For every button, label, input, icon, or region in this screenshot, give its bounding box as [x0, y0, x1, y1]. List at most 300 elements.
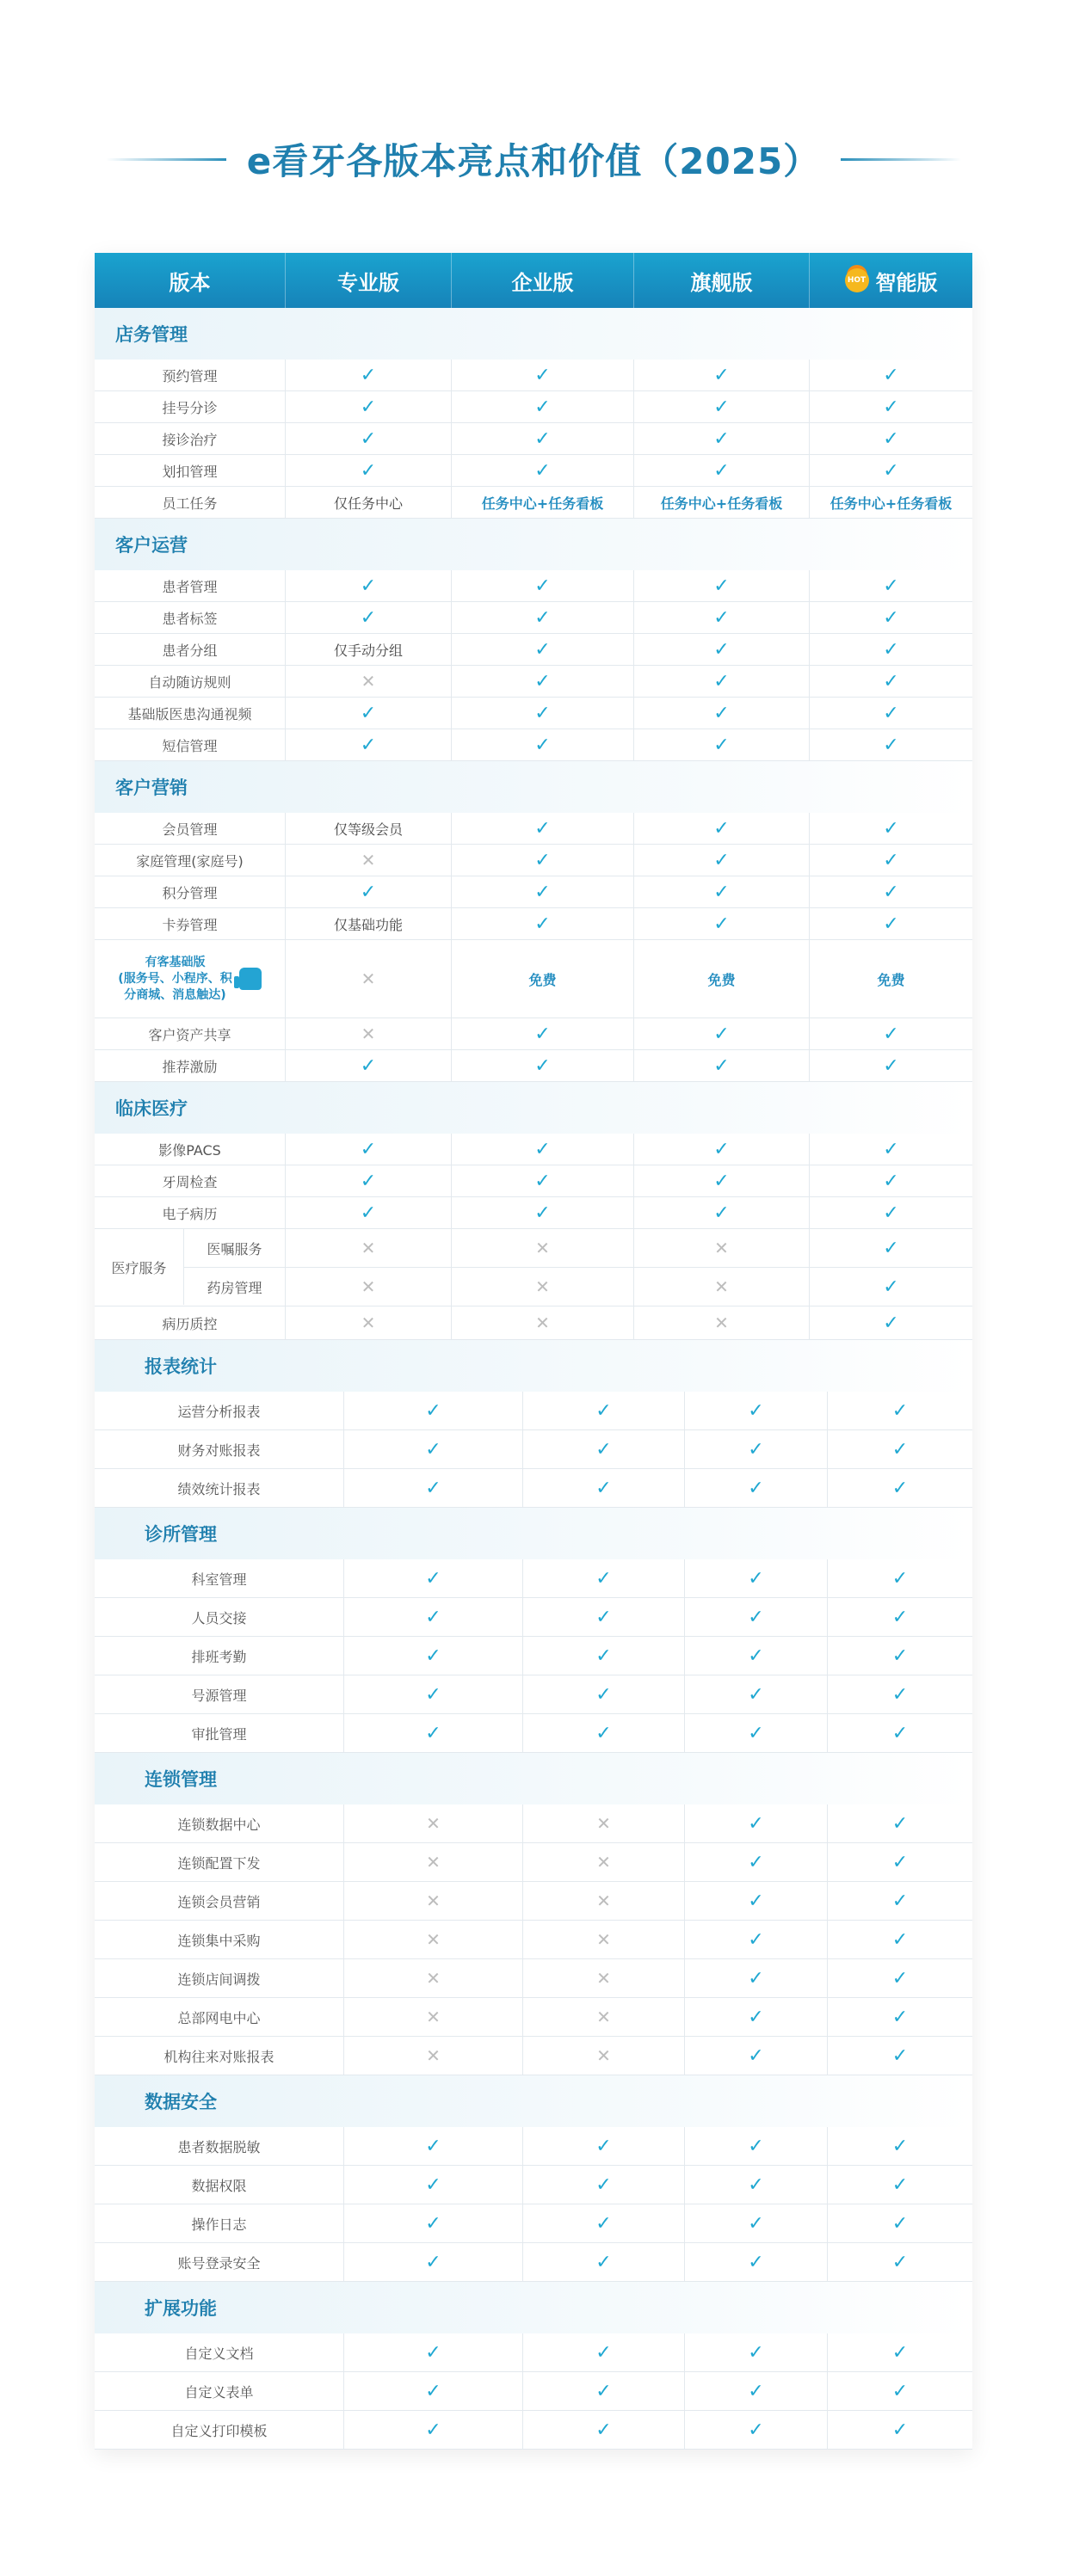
value-cell [810, 940, 972, 1017]
check-icon: ✓ [891, 1851, 909, 1873]
table-row [95, 2037, 972, 2075]
value-cell [810, 698, 972, 729]
value-cell [286, 876, 452, 907]
cross-icon: ✕ [361, 671, 376, 692]
check-icon: ✓ [748, 2044, 764, 2067]
check-icon: ✓ [360, 1170, 377, 1192]
value-cell [452, 1050, 634, 1081]
value-cell [685, 1559, 828, 1597]
check-icon: ✓ [534, 396, 551, 418]
value-cell [452, 360, 634, 390]
value-text: 仅任务中心 [333, 495, 403, 512]
feature-label: 自动随访规则 [95, 666, 286, 697]
feature-label: 人员交接 [95, 1598, 344, 1636]
feature-label: 电子病历 [95, 1197, 286, 1228]
check-icon: ✓ [713, 817, 730, 839]
check-icon: ✓ [534, 670, 551, 692]
table-row [95, 1714, 972, 1753]
feature-label: 牙周检查 [95, 1165, 286, 1196]
check-icon: ✓ [534, 1023, 551, 1045]
check-icon: ✓ [883, 427, 899, 450]
check-icon: ✓ [713, 575, 730, 597]
value-cell [685, 1998, 828, 2036]
value-cell [828, 1637, 972, 1675]
value-cell [286, 455, 452, 486]
check-icon: ✓ [883, 1170, 899, 1192]
value-cell [810, 423, 972, 454]
value-cell [810, 1134, 972, 1165]
check-icon: ✓ [713, 670, 730, 692]
value-cell [344, 1392, 523, 1429]
check-icon: ✓ [883, 459, 899, 482]
value-text: 仅手动分组 [333, 642, 403, 659]
check-icon: ✓ [713, 427, 730, 450]
check-icon: ✓ [360, 575, 377, 597]
value-cell [452, 487, 634, 518]
feature-label: 数据权限 [95, 2166, 344, 2204]
value-cell [828, 1959, 972, 1997]
check-icon: ✓ [883, 817, 899, 839]
value-cell [286, 1197, 452, 1228]
value-text: 仅等级会员 [333, 821, 403, 838]
value-cell [828, 2243, 972, 2281]
check-icon: ✓ [748, 1477, 764, 1499]
value-cell [344, 1637, 523, 1675]
table-row [95, 813, 972, 845]
value-cell [634, 1134, 810, 1165]
thumbs-up-icon [239, 968, 262, 990]
table-row [95, 666, 972, 698]
check-icon: ✓ [883, 702, 899, 724]
table-row [95, 1197, 972, 1229]
check-icon: ✓ [891, 1928, 909, 1951]
value-cell [828, 2037, 972, 2075]
check-icon: ✓ [595, 2251, 612, 2273]
value-cell [828, 2166, 972, 2204]
check-icon: ✓ [891, 2212, 909, 2235]
table-row [95, 634, 972, 666]
cross-icon: ✕ [596, 1852, 611, 1872]
check-icon: ✓ [748, 2173, 764, 2196]
value-cell [634, 391, 810, 422]
value-cell [344, 1959, 523, 1997]
table-row [95, 1843, 972, 1882]
value-cell [523, 2411, 685, 2449]
value-cell [685, 1921, 828, 1958]
table-row [95, 1050, 972, 1082]
table-row [95, 423, 972, 455]
value-cell [828, 1804, 972, 1842]
check-icon: ✓ [713, 1023, 730, 1045]
table-row [95, 2204, 972, 2243]
check-icon: ✓ [748, 1722, 764, 1744]
feature-label-text: 有客基础版 (服务号、小程序、积 分商城、消息触达) [118, 955, 232, 1002]
value-cell [685, 1959, 828, 1997]
check-icon: ✓ [883, 913, 899, 935]
table-row [95, 1469, 972, 1508]
check-icon: ✓ [425, 1722, 441, 1744]
feature-label: 审批管理 [95, 1714, 344, 1752]
cross-icon: ✕ [535, 1238, 550, 1258]
check-icon: ✓ [595, 2173, 612, 2196]
table-row [95, 1306, 972, 1340]
table-header [95, 253, 972, 308]
check-icon: ✓ [595, 1683, 612, 1706]
hot-badge-icon: HOT [845, 268, 869, 292]
table-row [184, 1268, 972, 1306]
value-cell [634, 602, 810, 633]
check-icon: ✓ [713, 913, 730, 935]
check-icon: ✓ [713, 734, 730, 756]
value-cell [634, 634, 810, 665]
check-icon: ✓ [748, 2341, 764, 2364]
page-title: e看牙各版本亮点和价值（2025） [246, 140, 821, 182]
section-header: 客户营销 [95, 761, 972, 813]
feature-label: 卡券管理 [95, 908, 286, 939]
check-icon: ✓ [883, 1312, 899, 1334]
feature-label: 患者标签 [95, 602, 286, 633]
value-cell [685, 2166, 828, 2204]
check-icon: ✓ [748, 1399, 764, 1422]
feature-label: 病历质控 [95, 1306, 286, 1339]
value-cell [286, 1306, 452, 1339]
medical-service-rows [184, 1229, 972, 1306]
check-icon: ✓ [748, 2380, 764, 2402]
feature-label: 患者数据脱敏 [95, 2127, 344, 2165]
value-cell [828, 1598, 972, 1636]
check-icon: ✓ [534, 427, 551, 450]
cross-icon: ✕ [361, 1276, 376, 1297]
value-cell [452, 1134, 634, 1165]
check-icon: ✓ [748, 1812, 764, 1835]
check-icon: ✓ [534, 817, 551, 839]
cross-icon: ✕ [714, 1313, 729, 1333]
value-cell [523, 2127, 685, 2165]
value-cell [828, 1469, 972, 1507]
comparison-table [95, 253, 972, 2450]
cross-icon: ✕ [361, 1313, 376, 1333]
value-cell [523, 1959, 685, 1997]
check-icon: ✓ [425, 1477, 441, 1499]
value-cell [523, 1998, 685, 2036]
check-icon: ✓ [883, 1054, 899, 1077]
section-header: 数据安全 [95, 2075, 972, 2127]
value-cell [452, 813, 634, 844]
feature-label: 影像PACS [95, 1134, 286, 1165]
value-cell [828, 1559, 972, 1597]
cross-icon: ✕ [426, 1929, 441, 1950]
value-cell [810, 487, 972, 518]
check-icon: ✓ [883, 638, 899, 661]
check-icon: ✓ [713, 702, 730, 724]
value-cell [452, 1268, 634, 1306]
table-row [95, 2411, 972, 2450]
page-title-wrap [0, 129, 1067, 189]
table-row [95, 360, 972, 391]
check-icon: ✓ [891, 1477, 909, 1499]
value-cell [810, 602, 972, 633]
value-cell [523, 1469, 685, 1507]
check-icon: ✓ [425, 1645, 441, 1667]
feature-label: 连锁会员营销 [95, 1882, 344, 1920]
value-cell [685, 1714, 828, 1752]
table-row [95, 1804, 972, 1843]
value-cell [685, 1882, 828, 1920]
check-icon: ✓ [360, 734, 377, 756]
table-row [95, 1959, 972, 1998]
table-row [95, 908, 972, 940]
check-icon: ✓ [534, 606, 551, 629]
value-cell [286, 1229, 452, 1267]
table-row [95, 2127, 972, 2166]
check-icon: ✓ [891, 1812, 909, 1835]
value-cell [634, 360, 810, 390]
table-row [95, 570, 972, 602]
value-cell [685, 1637, 828, 1675]
table-row [95, 1637, 972, 1675]
check-icon: ✓ [360, 606, 377, 629]
value-cell [810, 1197, 972, 1228]
check-icon: ✓ [425, 2212, 441, 2235]
check-icon: ✓ [748, 1438, 764, 1460]
value-cell [810, 845, 972, 876]
table-row [95, 698, 972, 729]
check-icon: ✓ [425, 2419, 441, 2441]
check-icon: ✓ [748, 2419, 764, 2441]
feature-label: 连锁店间调拨 [95, 1959, 344, 1997]
value-cell [452, 1165, 634, 1196]
value-text: 免费 [877, 971, 905, 988]
value-cell [523, 1921, 685, 1958]
table-row [95, 1882, 972, 1921]
feature-label: 推荐激励 [95, 1050, 286, 1081]
value-cell [344, 1675, 523, 1713]
section-header: 连锁管理 [95, 1753, 972, 1804]
value-cell [634, 908, 810, 939]
check-icon: ✓ [748, 1890, 764, 1912]
table-row [95, 1134, 972, 1165]
feature-label: 客户资产共享 [95, 1018, 286, 1049]
check-icon: ✓ [713, 1138, 730, 1160]
value-cell [634, 876, 810, 907]
check-icon: ✓ [883, 1023, 899, 1045]
check-icon: ✓ [891, 2419, 909, 2441]
check-icon: ✓ [425, 1683, 441, 1706]
section-header: 诊所管理 [95, 1508, 972, 1559]
check-icon: ✓ [891, 1890, 909, 1912]
value-cell [452, 845, 634, 876]
table-row [95, 1392, 972, 1430]
check-icon: ✓ [595, 2212, 612, 2235]
cross-icon: ✕ [535, 1313, 550, 1333]
check-icon: ✓ [891, 2173, 909, 2196]
check-icon: ✓ [360, 364, 377, 386]
check-icon: ✓ [883, 364, 899, 386]
check-icon: ✓ [891, 2251, 909, 2273]
check-icon: ✓ [360, 427, 377, 450]
cross-icon: ✕ [426, 1852, 441, 1872]
check-icon: ✓ [748, 1683, 764, 1706]
check-icon: ✓ [360, 702, 377, 724]
table-row [95, 845, 972, 876]
feature-label: 短信管理 [95, 729, 286, 760]
table-row [95, 2243, 972, 2282]
table-row [95, 2333, 972, 2372]
check-icon: ✓ [891, 1967, 909, 1989]
check-icon: ✓ [595, 2380, 612, 2402]
value-cell [452, 423, 634, 454]
section-header: 临床医疗 [95, 1082, 972, 1134]
value-cell [634, 455, 810, 486]
check-icon: ✓ [534, 575, 551, 597]
check-icon: ✓ [883, 670, 899, 692]
check-icon: ✓ [595, 1606, 612, 1628]
value-cell [810, 360, 972, 390]
value-cell [523, 2333, 685, 2371]
feature-label: 号源管理 [95, 1675, 344, 1713]
value-cell [452, 698, 634, 729]
value-cell [344, 1598, 523, 1636]
check-icon: ✓ [713, 364, 730, 386]
table-row [95, 1430, 972, 1469]
feature-label: 自定义打印模板 [95, 2411, 344, 2449]
value-cell [286, 908, 452, 939]
check-icon: ✓ [595, 1477, 612, 1499]
value-cell [685, 1843, 828, 1881]
table-body-upper [95, 308, 972, 1340]
check-icon: ✓ [891, 2006, 909, 2028]
value-cell [828, 2333, 972, 2371]
medical-service-label: 医疗服务 [95, 1229, 184, 1305]
value-cell [685, 1804, 828, 1842]
header-professional: 专业版 [286, 253, 452, 308]
feature-label: 划扣管理 [95, 455, 286, 486]
value-cell [344, 2037, 523, 2075]
table-row [95, 602, 972, 634]
check-icon: ✓ [748, 1928, 764, 1951]
check-icon: ✓ [883, 734, 899, 756]
table-row [95, 1921, 972, 1959]
value-cell [685, 1598, 828, 1636]
feature-label: 药房管理 [184, 1268, 286, 1306]
check-icon: ✓ [425, 2341, 441, 2364]
value-cell [286, 570, 452, 601]
value-cell [344, 2243, 523, 2281]
value-cell [810, 908, 972, 939]
title-decoration-right [841, 158, 961, 161]
check-icon: ✓ [534, 364, 551, 386]
table-row [95, 1559, 972, 1598]
section-header: 店务管理 [95, 308, 972, 360]
check-icon: ✓ [713, 1202, 730, 1224]
feature-label: 接诊治疗 [95, 423, 286, 454]
feature-label [95, 940, 286, 1017]
value-cell [286, 1165, 452, 1196]
value-cell [286, 360, 452, 390]
table-row [95, 1598, 972, 1637]
check-icon: ✓ [883, 575, 899, 597]
check-icon: ✓ [891, 1567, 909, 1589]
value-cell [344, 1469, 523, 1507]
value-cell [810, 1050, 972, 1081]
table-row [95, 1998, 972, 2037]
value-cell [523, 2204, 685, 2242]
value-cell [810, 666, 972, 697]
check-icon: ✓ [891, 2044, 909, 2067]
value-cell [452, 1197, 634, 1228]
value-cell [523, 1598, 685, 1636]
check-icon: ✓ [883, 396, 899, 418]
value-cell [810, 634, 972, 665]
check-icon: ✓ [425, 1606, 441, 1628]
value-cell [685, 1430, 828, 1468]
value-cell [828, 1675, 972, 1713]
value-cell [344, 1882, 523, 1920]
check-icon: ✓ [891, 1645, 909, 1667]
cross-icon: ✕ [361, 1238, 376, 1258]
cross-icon: ✕ [426, 2007, 441, 2027]
value-cell [685, 2411, 828, 2449]
check-icon: ✓ [748, 1851, 764, 1873]
value-cell [634, 1197, 810, 1228]
cross-icon: ✕ [361, 850, 376, 870]
medical-service-group [95, 1229, 972, 1306]
value-cell [286, 1050, 452, 1081]
value-cell [452, 729, 634, 760]
value-cell [523, 1804, 685, 1842]
feature-label: 运营分析报表 [95, 1392, 344, 1429]
value-cell [523, 1392, 685, 1429]
feature-label: 自定义文档 [95, 2333, 344, 2371]
check-icon: ✓ [595, 2419, 612, 2441]
cross-icon: ✕ [596, 1929, 611, 1950]
value-cell [634, 729, 810, 760]
check-icon: ✓ [713, 1054, 730, 1077]
check-icon: ✓ [748, 1606, 764, 1628]
value-cell [634, 570, 810, 601]
header-version: 版本 [95, 253, 286, 308]
value-cell [344, 1998, 523, 2036]
table-row [184, 1229, 972, 1268]
table-row [95, 1675, 972, 1714]
check-icon: ✓ [595, 1399, 612, 1422]
value-cell [344, 1843, 523, 1881]
value-cell [344, 2411, 523, 2449]
value-cell [828, 1998, 972, 2036]
check-icon: ✓ [534, 638, 551, 661]
value-cell [810, 1165, 972, 1196]
cross-icon: ✕ [596, 1968, 611, 1989]
value-cell [828, 1392, 972, 1429]
feature-label: 基础版医患沟通视频 [95, 698, 286, 729]
value-cell [344, 2372, 523, 2410]
cross-icon: ✕ [426, 1813, 441, 1834]
value-cell [685, 2243, 828, 2281]
check-icon: ✓ [713, 849, 730, 871]
value-cell [828, 1430, 972, 1468]
check-icon: ✓ [748, 2006, 764, 2028]
feature-label: 自定义表单 [95, 2372, 344, 2410]
value-cell [634, 813, 810, 844]
value-cell [452, 634, 634, 665]
check-icon: ✓ [595, 1645, 612, 1667]
value-text: 任务中心+任务看板 [660, 495, 783, 512]
check-icon: ✓ [891, 1606, 909, 1628]
check-icon: ✓ [360, 1054, 377, 1077]
value-cell [523, 2037, 685, 2075]
check-icon: ✓ [360, 459, 377, 482]
feature-label: 患者分组 [95, 634, 286, 665]
